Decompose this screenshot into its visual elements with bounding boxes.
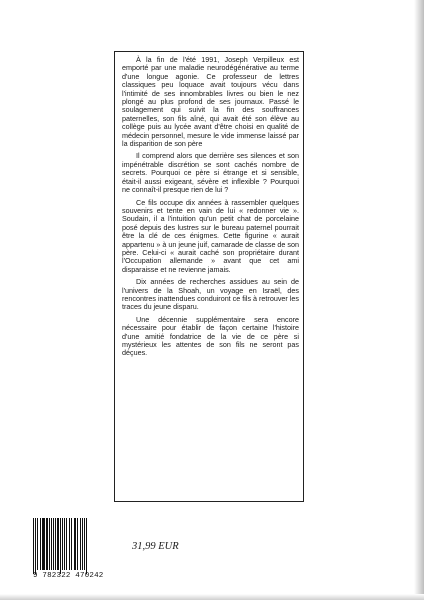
blurb-paragraph-5: Une décennie supplémentaire sera encore nécessaire pour établir de façon certaine l'histoire d'une amitié fondatrice de la vie de ce père si mystérieux les attentes de son fils ne seront pas déçues.	[122, 314, 299, 358]
barcode-bar	[75, 518, 76, 570]
blurb-paragraph-4: Dix années de recherches assidues au sein de l'univers de la Shoah, un voyage en Israël, des rencontres inattendues conduiront ce fils à retrouver les traces du jeune disparu.	[122, 277, 299, 312]
blurb-paragraph-2: Il comprend alors que derrière ses silences et son impénétrable discrétion se sont cachés nombre de secrets. Pourquoi ce père si étrange et si sensible, était-il aussi exigeant, sévère et inflexible ? Pourquoi ne connaît-il presque rien de lui ?	[122, 151, 299, 195]
isbn-barcode	[33, 518, 108, 581]
barcode-bar	[51, 518, 52, 570]
barcode-bar	[37, 518, 38, 570]
page-edge-shadow	[414, 0, 424, 600]
barcode-bar	[86, 518, 88, 574]
barcode-bar	[55, 518, 56, 570]
barcode-bar	[71, 518, 73, 570]
barcode-bar	[57, 518, 59, 570]
page-bottom-shadow	[0, 594, 424, 600]
barcode-bars	[33, 518, 108, 570]
blurb-box	[114, 51, 304, 502]
blurb-paragraph-1: À la fin de l'été 1991, Joseph Verpilleux est emporté par une maladie neurodégénérative au terme d'une longue agonie. Ce professeur de lettres classiques peu loquace avait toujours vécu dans l'intimité de ses innombrables livres ou bien le nez plongé au plus profond de ses journaux. Passé le soulagement qui suivit la fin des souffrances paternelles, son fils aîné, qui avait été son élève au collège puis au lycée avant d'être choisi en qualité de médecin personnel, mesure le vide immense laissé par la disparition de son père	[122, 55, 299, 149]
barcode-bar	[77, 518, 78, 570]
barcode-bar	[40, 518, 41, 570]
blurb-paragraph-3: Ce fils occupe dix années à rassembler quelques souvenirs et tente en vain de lui « redonner vie ». Soudain, il a l'intuition qu'un petit chat de porcelaine posé depuis des lustres sur le bureau paternel pourrait être la clé de ces énigmes. Cette figurine « aurait appartenu » à un jeune juif, camarade de classe de son père. Celui-ci « aurait caché son propriétaire durant l'Occupation allemande » avant que cet ami disparaisse et ne revienne jamais.	[122, 197, 300, 274]
barcode-bar	[46, 518, 48, 570]
isbn-number: 9 782322 470242	[33, 572, 104, 580]
price-label: 31,99 EUR	[132, 541, 179, 552]
barcode-bar	[66, 518, 67, 570]
